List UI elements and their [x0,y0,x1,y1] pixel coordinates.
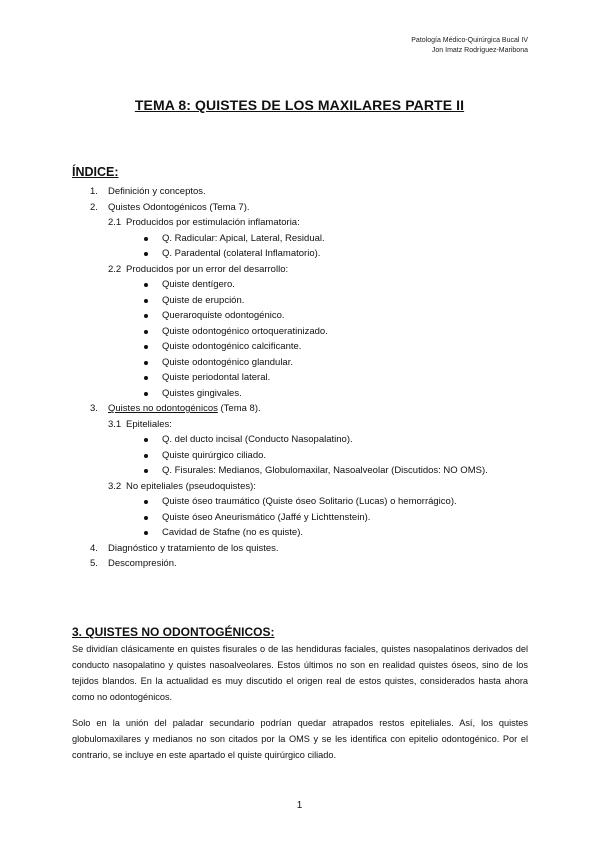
item-text: Producidos por estimulación inflamatoria: [126,217,300,228]
index-bullet-item [0,525,599,541]
item-text: Quistes Odontogénicos (Tema 7). [108,201,250,213]
index-item [0,541,599,557]
bullet-icon [144,345,148,349]
header-course: Patología Médico-Quirúrgica Bucal IV [411,37,528,44]
bullet-icon [144,376,148,380]
item-text: Epiteliales: [126,418,172,430]
item-text: Quiste odontogénico ortoqueratinizado. [162,325,328,337]
item-number: 3. [90,403,98,414]
index-item [0,200,599,216]
item-text: Definición y conceptos. [108,186,206,197]
item-text: Quiste óseo Aneurismático (Jaffé y Lichttenstein). [162,511,371,523]
item-text: Quistes gingivales. [162,387,242,399]
index-bullet-item [0,510,599,526]
item-text: Quiste de erupción. [162,294,245,306]
bullet-icon [144,438,148,442]
item-number: 2. [90,201,98,213]
bullet-icon [144,252,148,256]
index-list [0,184,599,572]
document-title: TEMA 8: QUISTES DE LOS MAXILARES PARTE II [134,97,465,113]
bullet-icon [144,469,148,473]
index-bullet-item [0,231,599,247]
item-number: 2.2 [108,263,122,275]
item-text: Queraroquiste odontogénico. [162,310,285,321]
index-bullet-item [0,277,599,293]
bullet-icon [144,330,148,334]
index-bullet-item [0,463,599,479]
index-bullet-item [0,494,599,510]
page-header [411,36,528,56]
item-text [108,401,261,417]
item-number: 3.1 [108,418,122,430]
item-text: Diagnóstico y tratamiento de los quistes. [108,542,279,554]
index-subitem [0,215,599,231]
index-bullet-item [0,308,599,324]
bullet-icon [144,283,148,287]
item-text-underlined: Quistes no odontogénicos [108,403,218,414]
index-bullet-item [0,246,599,262]
bullet-icon [144,454,148,458]
item-number: 3.2 [108,480,122,492]
item-text: Quiste quirúrgico ciliado. [162,449,267,461]
section-heading: 3. QUISTES NO ODONTOGÉNICOS: [72,625,275,639]
item-text: Quiste dentígero. [162,279,235,290]
item-number: 4. [90,542,98,554]
index-bullet-item [0,355,599,371]
index-item [0,556,599,572]
bullet-icon [144,531,148,535]
index-item [0,401,599,417]
paragraph: Se dividían clásicamente en quistes fisurales o de las hendiduras faciales, quistes nasopalatinos derivados del conducto nasopalatino y quistes nasoalveolares. Estos últimos no son en realidad quistes óseos, sino de los tejidos blandos. En la actualidad es muy discutido el origen real de estos quistes, considerados hasta ahora como no odontogénicos. [72,644,528,702]
index-subitem [0,417,599,433]
item-text: Producidos por un error del desarrollo: [126,263,289,275]
bullet-icon [144,314,148,318]
bullet-icon [144,500,148,504]
bullet-icon [144,299,148,303]
index-subitem [0,479,599,495]
item-text: Q. Paradental (colateral Inflamatorio). [162,248,321,259]
index-bullet-item [0,324,599,340]
item-number: 2.1 [108,217,122,228]
item-text: Q. Fisurales: Medianos, Globulomaxilar, Nasoalveolar (Discutidos: NO OMS). [162,465,488,476]
item-text: Quiste odontogénico calcificante. [162,341,302,352]
paragraph: Solo en la unión del paladar secundario podrían quedar atrapados restos epiteliales. Así, los quistes globulomaxilares y medianos no son citados por la OMS y se les identifica con epitelio odontogénico. Por el contrario, se incluye en este apartado el quiste quirúrgico ciliado. [72,718,528,760]
header-author: Jon Imatz Rodríguez-Maribona [431,47,528,54]
bullet-icon [144,516,148,520]
bullet-icon [144,392,148,396]
bullet-icon [144,361,148,365]
item-text: Quiste odontogénico glandular. [162,356,293,368]
index-bullet-item [0,339,599,355]
item-text: Quiste periodontal lateral. [162,372,271,383]
page-number: 1 [296,800,303,811]
index-bullet-item [0,293,599,309]
bullet-icon [144,237,148,241]
index-bullet-item [0,386,599,402]
item-number: 1. [90,186,98,197]
item-text: Q. Radicular: Apical, Lateral, Residual. [162,232,325,244]
index-item [0,184,599,200]
index-heading: ÍNDICE: [72,165,119,179]
item-text: No epiteliales (pseudoquistes): [126,480,256,492]
item-text: Descompresión. [108,558,177,569]
index-subitem [0,262,599,278]
item-number: 5. [90,558,98,569]
item-text: Cavidad de Stafne (no es quiste). [162,527,304,538]
item-text-rest: (Tema 8). [217,403,261,414]
item-text: Q. del ducto incisal (Conducto Nasopalatino). [162,434,353,445]
index-bullet-item [0,370,599,386]
index-bullet-item [0,448,599,464]
index-bullet-item [0,432,599,448]
item-text: Quiste óseo traumático (Quiste óseo Solitario (Lucas) o hemorrágico). [162,496,457,507]
